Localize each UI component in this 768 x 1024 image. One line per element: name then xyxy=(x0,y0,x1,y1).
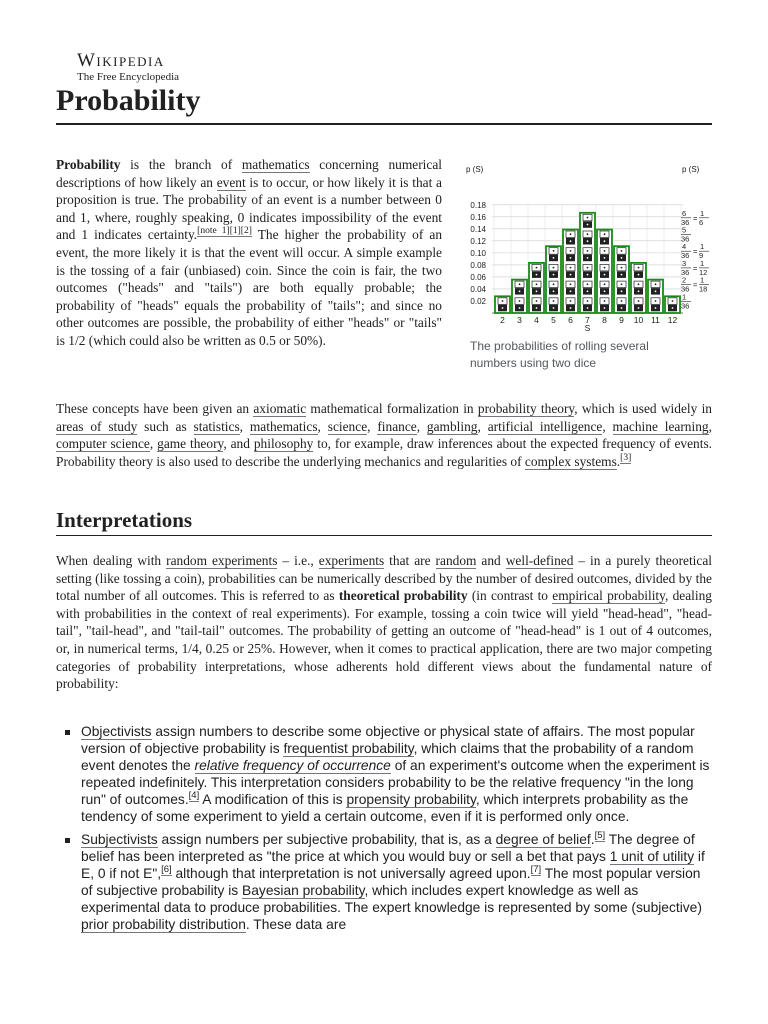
link-computer-science[interactable]: computer science xyxy=(56,436,150,452)
die-pip xyxy=(621,257,623,259)
die-pip xyxy=(604,283,606,285)
die-pip xyxy=(553,300,555,302)
fraction-denominator: 36 xyxy=(681,234,690,244)
fraction-denominator: 12 xyxy=(699,267,708,277)
link-game-theory[interactable]: game theory xyxy=(157,436,224,452)
die-pip xyxy=(502,307,504,309)
bold-theoretical-probability: theoretical probability xyxy=(338,588,468,604)
fraction-denominator: 6 xyxy=(699,217,704,227)
fraction-denominator: 36 xyxy=(681,284,690,294)
die-pip xyxy=(655,300,657,302)
link-axiomatic[interactable]: axiomatic xyxy=(253,401,307,416)
die-pip xyxy=(604,250,606,252)
die-pip xyxy=(536,267,538,269)
equals-sign: = xyxy=(693,280,698,290)
fraction-denominator: 36 xyxy=(681,267,690,277)
x-tick-label: 8 xyxy=(602,315,607,325)
fraction-denominator: 36 xyxy=(681,301,690,311)
link-machine-learning[interactable]: machine learning xyxy=(612,418,709,434)
die-pip xyxy=(570,257,572,259)
die-pip xyxy=(570,300,572,302)
die-pip xyxy=(553,257,555,259)
die-pip xyxy=(519,300,521,302)
x-tick-label: 2 xyxy=(500,315,505,325)
die-pip xyxy=(570,290,572,292)
link-objectivists[interactable]: Objectivists xyxy=(81,724,152,739)
die-pip xyxy=(587,224,589,226)
section-heading-interpretations: Interpretations xyxy=(56,508,193,532)
link-well-defined[interactable]: well-defined xyxy=(505,553,574,568)
equals-sign: = xyxy=(693,263,698,273)
wikipedia-logo[interactable] xyxy=(77,51,179,83)
ref-4[interactable]: [4] xyxy=(188,790,200,801)
y-tick-label: 0.16 xyxy=(470,212,486,222)
fraction-numerator: 3 xyxy=(682,258,687,268)
die-pip xyxy=(621,300,623,302)
y-tick-label: 0.14 xyxy=(470,224,486,234)
fraction-denominator: 18 xyxy=(699,284,708,294)
die-pip xyxy=(587,240,589,242)
fraction-numerator: 4 xyxy=(682,242,687,252)
die-pip xyxy=(587,300,589,302)
link-random-experiments[interactable]: random experiments xyxy=(166,553,278,568)
die-pip xyxy=(655,283,657,285)
die-pip xyxy=(536,283,538,285)
link-probability-theory[interactable]: probability theory xyxy=(477,401,575,416)
link-complex-systems[interactable]: complex systems xyxy=(524,453,617,469)
link-philosophy[interactable]: philosophy xyxy=(253,436,314,452)
fraction-denominator: 36 xyxy=(681,251,690,261)
die-pip xyxy=(604,290,606,292)
die-pip xyxy=(604,240,606,242)
die-pip xyxy=(536,307,538,309)
die-pip xyxy=(570,233,572,235)
equals-sign: = xyxy=(693,247,698,257)
die-pip xyxy=(621,307,623,309)
ref-2[interactable]: [2] xyxy=(240,226,252,237)
die-pip xyxy=(604,257,606,259)
die-pip xyxy=(587,307,589,309)
die-pip xyxy=(570,307,572,309)
interpretations-paragraph: When dealing with random experiments – i.e., experiments that are random and well-defined – in a purely theoretical setting (like tossing a coin), probabilities can be numerically described by the number of desired outcomes, divided by the total number of all outcomes. This is referred to as theoretical probability (in contrast to empirical probability, dealing with probabilities in the context of real experiments). For example, tossing a coin twice will yield "head-head", "head-tail", "tail-head", and "tail-tail" outcomes. The probability of getting an outcome of "head-head" is 1 out of 4 outcomes, or, in numerical terms, 1/4, 0.25 or 25%. However, when it comes to practical application, there are two major competing categories of probability interpretations, whose adherents hold different views about the fundamental nature of probability: xyxy=(56,553,713,692)
link-frequentist-probability[interactable]: frequentist probability xyxy=(283,741,414,756)
die-pip xyxy=(553,290,555,292)
ref-1[interactable]: [1] xyxy=(229,226,241,237)
logo-wordmark: Wikipedia xyxy=(77,50,165,71)
fraction-numerator: 1 xyxy=(700,275,705,285)
fraction-numerator: 2 xyxy=(682,275,687,285)
die-pip xyxy=(604,233,606,235)
die-pip xyxy=(655,307,657,309)
die-pip xyxy=(570,267,572,269)
link-1-unit-of-utility[interactable]: 1 unit of utility xyxy=(609,849,695,864)
x-tick-label: 3 xyxy=(517,315,522,325)
die-pip xyxy=(553,250,555,252)
die-pip xyxy=(536,274,538,276)
link-artificial-intelligence[interactable]: artificial intelligence xyxy=(487,418,603,434)
die-pip xyxy=(638,267,640,269)
die-pip xyxy=(587,257,589,259)
die-pip xyxy=(621,290,623,292)
link-mathematics[interactable]: mathematics xyxy=(241,157,310,172)
die-pip xyxy=(587,267,589,269)
die-pip xyxy=(519,290,521,292)
die-pip xyxy=(655,290,657,292)
fraction-denominator: 9 xyxy=(699,251,704,261)
die-pip xyxy=(587,250,589,252)
x-tick-label: 4 xyxy=(534,315,539,325)
x-tick-label: 10 xyxy=(633,315,644,325)
fraction-numerator: 1 xyxy=(700,208,705,218)
die-pip xyxy=(621,274,623,276)
link-areas-of-study[interactable]: areas of study xyxy=(56,418,138,434)
die-pip xyxy=(672,300,674,302)
y-tick-label: 0.02 xyxy=(470,296,486,306)
die-pip xyxy=(587,283,589,285)
die-pip xyxy=(570,240,572,242)
die-pip xyxy=(570,283,572,285)
die-pip xyxy=(553,307,555,309)
ref-6[interactable]: [6] xyxy=(161,864,172,875)
x-axis-label: S xyxy=(584,323,591,333)
ref-5[interactable]: [5] xyxy=(594,830,606,841)
figure-caption: The probabilities of rolling several numbers using two dice xyxy=(470,339,649,370)
y-tick-label: 0.10 xyxy=(470,248,486,258)
link-bayesian-probability[interactable]: Bayesian probability xyxy=(242,883,365,898)
ref-7[interactable]: [7] xyxy=(530,864,542,875)
die-pip xyxy=(638,300,640,302)
die-pip xyxy=(587,233,589,235)
link-prior-probability-distribution[interactable]: prior probability distribution xyxy=(81,917,246,932)
link-degree-of-belief[interactable]: degree of belief xyxy=(495,832,591,847)
y-tick-label: 0.06 xyxy=(470,272,486,282)
link-subjectivists[interactable]: Subjectivists xyxy=(81,832,158,847)
fraction-denominator: 36 xyxy=(681,217,690,227)
intro-term: Probability xyxy=(56,157,121,172)
die-pip xyxy=(604,267,606,269)
die-pip xyxy=(587,290,589,292)
intro-paragraph-1: Probability is the branch of mathematics concerning numerical descriptions of how likely an event is to occur, or how likely it is that a proposition is true. The probability of an event is a number between 0 and 1, where, roughly speaking, 0 indicates impossibility of the event and 1 indicates certainty.[note 1][1][2] The higher the probability of an event, the more likely it is that the event will occur. A simple example is the tossing of a fair (unbiased) coin. Since the coin is fair, the two outcomes ("heads" and "tails") are both equally probable; the probability of "heads" equals the probability of "tails"; and since no other outcomes are possible, the probability of either "heads" or "tails" is 1/2 (which could also be written as 0.5 or 50%). xyxy=(56,157,443,348)
die-pip xyxy=(604,307,606,309)
x-tick-label: 11 xyxy=(651,315,660,325)
link-random[interactable]: random xyxy=(435,553,477,568)
link-event[interactable]: event xyxy=(216,174,246,190)
x-tick-label: 9 xyxy=(619,315,624,325)
die-pip xyxy=(621,267,623,269)
die-pip xyxy=(672,307,674,309)
link-propensity-probability[interactable]: propensity probability xyxy=(346,792,476,807)
die-pip xyxy=(587,217,589,219)
list-item-subjectivists: Subjectivists assign numbers per subjective probability, that is, as a degree of belief.[5] The degree of belief has been interpreted as "the price at which you would buy or sell a bet that pays 1 unit of utility if E, 0 if not E",[6] although that interpretation is not universally agreed upon.[7] The most popular version of subjective probability is Bayesian probability, which includes expert knowledge as well as experimental data to produce probabilities. The expert knowledge is represented by some (subjective) prior probability distribution. These data are xyxy=(56,831,712,933)
bullet xyxy=(65,730,70,735)
y-tick-label: 0.18 xyxy=(470,200,486,210)
ref-note-1[interactable]: [note 1] xyxy=(197,226,230,237)
die-pip xyxy=(570,274,572,276)
fraction-numerator: 5 xyxy=(682,225,687,235)
x-tick-label: 12 xyxy=(667,315,678,325)
die-pip xyxy=(604,300,606,302)
fraction-numerator: 1 xyxy=(700,258,705,268)
link-science[interactable]: science xyxy=(327,418,368,434)
die-pip xyxy=(502,300,504,302)
ref-3[interactable]: [3] xyxy=(620,452,632,463)
fraction-numerator: 1 xyxy=(700,242,705,252)
die-pip xyxy=(604,274,606,276)
die-pip xyxy=(553,274,555,276)
die-pip xyxy=(621,250,623,252)
die-pip xyxy=(621,283,623,285)
logo-tagline: The Free Encyclopedia xyxy=(77,71,180,83)
x-tick-label: 7 xyxy=(585,315,590,325)
die-pip xyxy=(519,307,521,309)
intro-paragraph-2: These concepts have been given an axiomatic mathematical formalization in probability theory, which is used widely in areas of study such as statistics, mathematics, science, finance, gambling, artificial intelligence, machine learning, computer science, game theory, and philosophy to, for example, draw inferences about the expected frequency of events. Probability theory is also used to describe the underlying mechanics and regularities of complex systems.[3] xyxy=(56,401,712,469)
fraction-numerator: 6 xyxy=(682,208,687,218)
fraction-numerator: 1 xyxy=(682,292,687,302)
link-empirical-probability[interactable]: empirical probability xyxy=(552,588,665,604)
link-mathematics-2[interactable]: mathematics xyxy=(249,418,318,434)
dice-probability-chart xyxy=(462,160,712,335)
link-finance[interactable]: finance xyxy=(377,418,417,434)
die-pip xyxy=(553,283,555,285)
dice-probability-figure[interactable] xyxy=(462,160,712,340)
die-pip xyxy=(638,274,640,276)
die-pip xyxy=(536,290,538,292)
die-pip xyxy=(536,300,538,302)
x-tick-label: 5 xyxy=(551,315,556,325)
link-experiments[interactable]: experiments xyxy=(318,553,385,568)
link-relative-frequency[interactable]: relative frequency of occurrence xyxy=(194,758,391,773)
left-axis-label: p (S) xyxy=(466,165,484,174)
die-pip xyxy=(638,283,640,285)
page-title: Probability xyxy=(56,84,201,117)
list-item-objectivists: Objectivists assign numbers to describe some objective or physical state of affairs. The most popular version of objective probability is frequentist probability, which claims that the probability of a random event denotes the relative frequency of occurrence of an experiment's outcome when the experiment is repeated indefinitely. This interpretation considers probability to be the relative frequency "in the long run" of outcomes.[4] A modification of this is propensity probability, which interprets probability as the tendency of some experiment to yield a certain outcome, even if it is performed only once. xyxy=(56,723,712,825)
y-tick-label: 0.12 xyxy=(470,236,486,246)
section-divider xyxy=(56,535,712,536)
title-divider xyxy=(56,123,712,125)
link-gambling[interactable]: gambling xyxy=(426,418,478,434)
die-pip xyxy=(570,250,572,252)
y-tick-label: 0.08 xyxy=(470,260,486,270)
right-axis-label: p (S) xyxy=(682,165,700,174)
die-pip xyxy=(587,274,589,276)
die-pip xyxy=(519,283,521,285)
die-pip xyxy=(638,290,640,292)
interpretations-list xyxy=(56,723,712,939)
die-pip xyxy=(638,307,640,309)
bullet xyxy=(65,838,70,843)
link-statistics[interactable]: statistics xyxy=(193,418,240,434)
x-tick-label: 6 xyxy=(568,315,573,325)
equals-sign: = xyxy=(693,213,698,223)
die-pip xyxy=(553,267,555,269)
y-tick-label: 0.04 xyxy=(470,284,486,294)
